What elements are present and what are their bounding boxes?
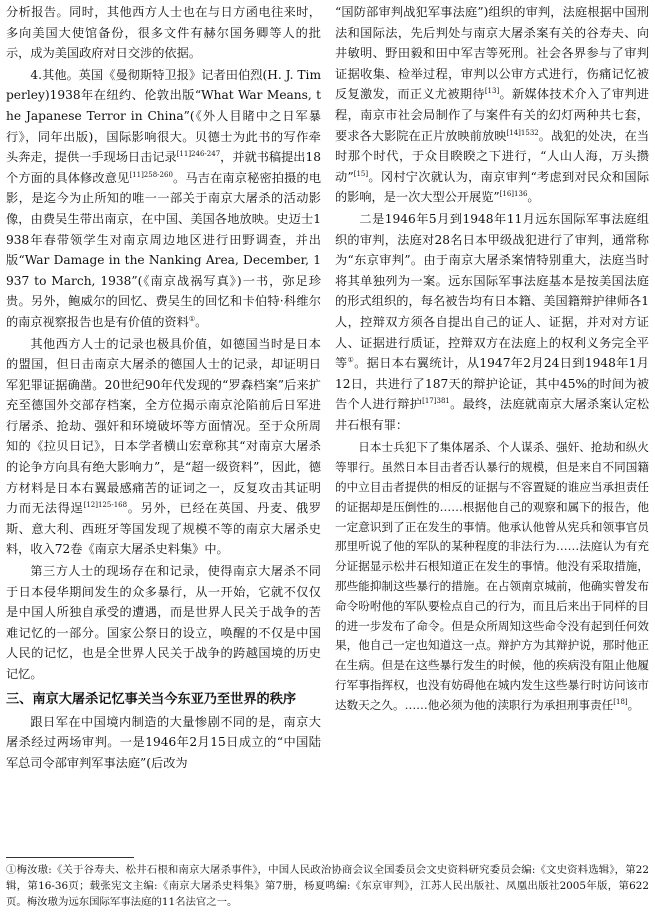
paragraph-tokyo-trial: 二是1946年5月到1948年11月远东国际军事法庭组织的审判，法庭对28名日本甲级战犯进行了审判，通常称为“东京审判”。由于南京大屠杀案情特别重大，法庭当时将其单独列为一案。远东国际军事法庭基本是按美国法庭的形式组织的，每名被告均有日本籍、美国籍辩护律师各1人，控辩双方须各自提出自己的证人、证据，并对对方证人、证据进行质证，控辩双方在法庭上的权利义务完全平等①。据日本右翼统计，从1947年2月24日到1948年1月12日，共进行了187天的辩护论证，其中45%的时间为被告个人进行辩护$^{[17]381}$。最终，法庭就南京大屠杀案认定松井石根有罪： [335,211,650,432]
citation: [12]125-168 [83,501,128,510]
paragraph: 分析报告。同时，其他西方人士也在与日方函电往来时，多向美国大使馆备份，很多文件有赫尔国务卿等人的批示，成为美国政府对日交涉的依据。 [6,5,321,61]
footnote: ①梅汝璈:《关于谷寿夫、松井石根和南京大屠杀事件》，中国人民政治协商会议全国委员会文史资料研究委员会编:《文史资料选辑》，第22辑，第16-36页；载张宪文主编:《南京大屠杀史料集》第7册，杨夏鸣编:《东京审判》，江苏人民出版社、凤凰出版社2005年版，第622页。梅汝璈为远东国际军事法庭的11名法官之一。 [6,864,649,908]
citation: [16]136 [499,190,528,199]
right-column [335,2,649,717]
footnote-marker: ① [347,356,355,365]
paragraph-trials-intro: 跟日军在中国境内制造的大量惨剧不同的是，南京大屠杀经过两场审判。一是1946年2月15日成立的“中国陆军总司令部审判军事法庭”(后改为 [6,714,321,770]
citation: [14]1532 [506,128,539,137]
citation: [17]381 [422,397,450,406]
quote-text: 日本士兵犯下了集体屠杀、个人谋杀、强奸、抢劫和纵火等罪行。虽然日本目击者否认暴行的规模，但是来自不同国籍的中立目击者提供的相反的证据与不容置疑的谁应当承担责任的证据却是压倒性的……根据他自己的观察和属下的报告，他一定意识到了正在发生的事情。他承认他曾从宪兵和领事官员那里听说了他的军队的某种程度的非法行为……法庭认为有充分证据显示松井石根知道正在发生的事情。他没有采取措施，那些能抑制这些暴行的措施。在占领南京城前，他确实曾发布命令吩咐他的军队要检点自己的行为，而且后来出于同样的目的进一步发布了命令。但是众所周知这些命令没有起到任何效果，他自己一定也知道这一点。辩护方为其辩护说，那时他正在生病。但是在这些暴行发生的时候，他的疾病没有阻止他履行军事指挥权，也没有妨碍他在城内发生这些暴行时访问该市达数天之久。……他必须为他的渎职行为承担刑事责任[18]。 [335,440,649,712]
citation: [18] [613,697,628,706]
block-quote [335,438,649,715]
citation: [15] [353,169,369,178]
section-heading: 三、南京大屠杀记忆事关当今东亚乃至世界的秩序 [6,691,297,707]
paragraph-german-records: 其他西方人士的记录也极具价值，如德国当时是日本的盟国，但日击南京大屠杀的德国人士的记录，却证明日军犯罪证据确凿。20世纪90年代发现的“罗森档案”后来扩充至德国外交部存档案，全方位揭示南京沦陷前后日军进行屠杀、抢劫、强奸和环境破坏等方面情况。至于众所周知的《拉贝日记》，日本学者横山宏章称其“对南京大屠杀的论争方向具有绝大影响力”，是“超一级资料”，因此，德方材料是日本右翼最感痛苦的证词之一，反复攻击其证明力而无法得逞$^{[12]125-168}$。另外，已经在英国、丹麦、俄罗斯、意大利、西班牙等国发现了规模不等的南京大屠杀史料，收入72卷《南京大屠杀史料集》中。 [6,336,322,557]
paragraph-other-sources: 4.其他。英国《曼彻斯特卫报》记者田伯烈(H. J. Timperley)1938年在纽约、伦敦出版“What War Means, the Japanese Terror in China”(《外人目睹中之日军暴行》，同年出版)，国际影响很大。贝德士为此书的写作牵头奔走，提供一手现场日击记录$^{[11]246-247}$，并就书稿提出18个方面的具体修改意见$^{[11]258-260}$。马吉在南京秘密拍摄的电影，是迄今为止所知的唯一一部关于南京大屠杀的活动影像，由费吴生带出南京，在中国、美国各地放映。史迈士1938年春带领学生对南京周边地区进行田野调查，并出版“War Damage in the Nanking Area, December, 1937 to March, 1938”(《南京战祸写真》)一书，弥足珍贵。另外，鲍威尔的回忆、费吴生的回忆和卡伯特·科维尔的南京视察报告也是有价值的资料①。 [6,67,322,329]
paragraph-third-party: 第三方人士的现场存在和记录，使得南京大屠杀不同于日本侵华期间发生的众多暴行，从一开始，它就不仅仅是中国人所独自承受的遭遇，而是世界人民关于战争的苦难记忆的一部分。国家公祭日的设立，唤醒的不仅是中国人民的记忆，也是全世界人民关于战争的跨越国境的历史记忆。 [6,564,321,681]
footnote-marker: ① [188,314,196,323]
citation: [13] [484,87,500,96]
citation: [11]246-247 [176,150,221,159]
left-column [6,2,321,774]
footnote-divider [6,857,134,858]
citation: [11]258-260 [129,170,173,179]
paragraph-nanjing-trial: “国防部审判战犯军事法庭”)组织的审判，法庭根据中国刑法和国际法，先后判处与南京大屠杀案有关的谷寿夫、向井敏明、野田毅和田中军吉等死刑。社会各界参与了审判证据收集、检举过程，审判以公审方式进行，伤痛记忆被反复激发，而正义尤被期待[13]。新媒体技术介入了审判进程，南京市社会局制作了与案件有关的幻灯两种共七套，要求各大影院在正片放映前放映$^{[14]1532}$。战犯的处决，在当时那个时代，于众目睽睽之下进行，“人山人海，万头攒动”[15]。冈村宁次就认为，南京审判“考虑到对民众和国际的影响，是一次大型公开展览”$^{[16]136}$。 [335,5,650,205]
